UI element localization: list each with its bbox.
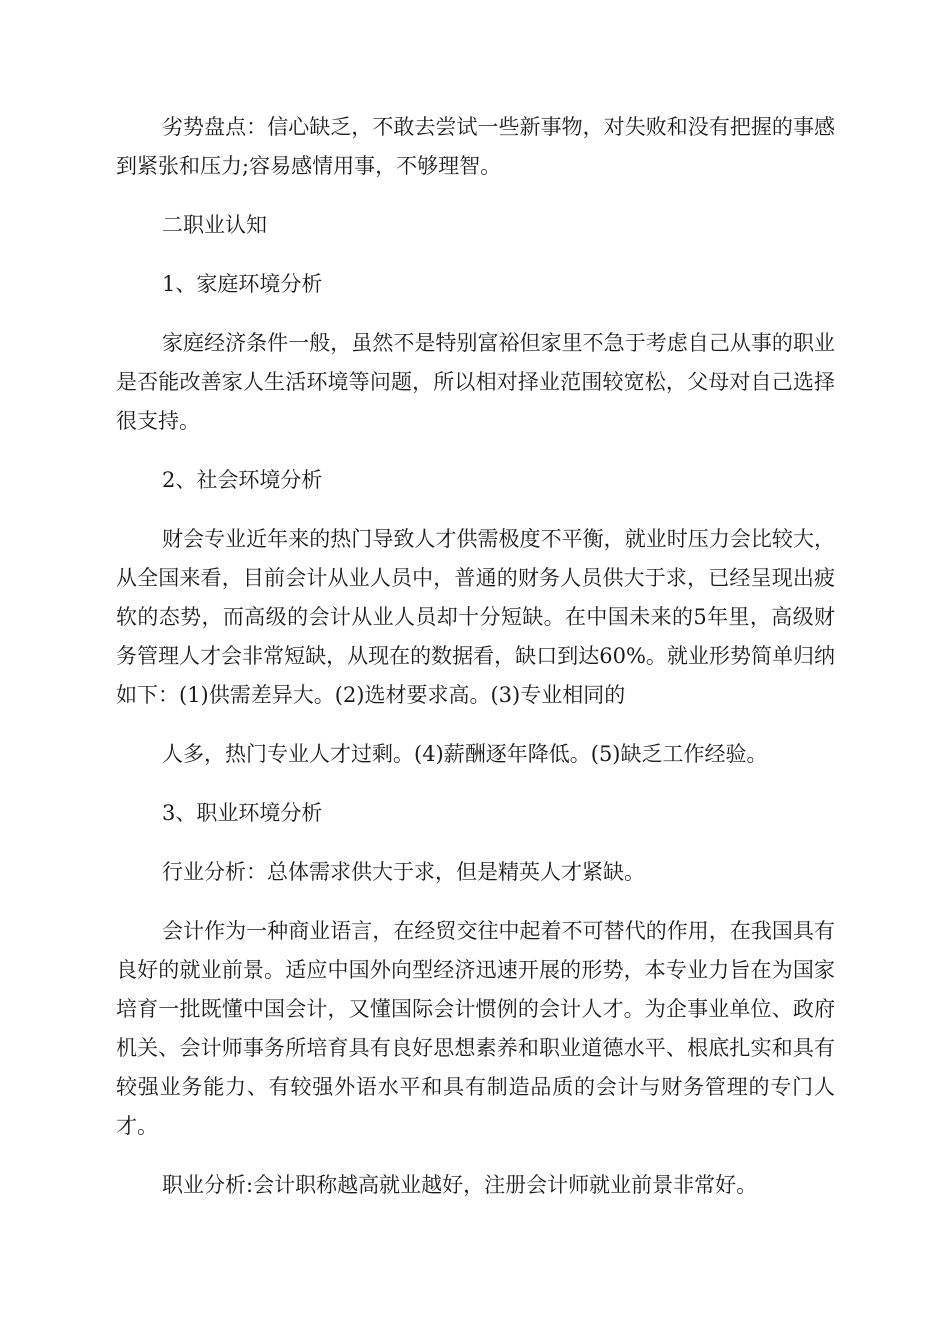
weakness-paragraph: 劣势盘点：信心缺乏，不敢去尝试一些新事物，对失败和没有把握的事感到紧张和压力;容易感情用事，不够理智。	[116, 115, 835, 178]
accounting-prospects-paragraph: 会计作为一种商业语言，在经贸交往中起着不可替代的作用，在我国具有良好的就业前景。适应中国外向型经济迅速开展的形势，本专业力旨在为国家培育一批既懂中国会计，又懂国际会计惯例的会计人才。为企事业单位、政府机关、会计师事务所培育具有良好思想素养和职业道德水平、根底扎实和具有较强业务能力、有较强外语水平和具有制造品质的会计与财务管理的专门人才。	[116, 919, 835, 1138]
section-heading-career-awareness: 二职业认知	[162, 213, 267, 237]
subheading-career-environment: 3、职业环境分析	[162, 801, 323, 825]
subheading-family-environment: 1、家庭环境分析	[162, 272, 323, 296]
document-body	[116, 108, 835, 1205]
social-environment-paragraph-continued: 人多，热门专业人才过剩。(4)薪酬逐年降低。(5)缺乏工作经验。	[162, 742, 768, 766]
career-analysis-paragraph: 职业分析:会计职称越高就业越好，注册会计师就业前景非常好。	[162, 1173, 758, 1197]
social-environment-paragraph: 财会专业近年来的热门导致人才供需极度不平衡，就业时压力会比较大，从全国来看，目前会计从业人员中，普通的财务人员供大于求，已经呈现出疲软的态势，而高级的会计从业人员却十分短缺。在中国未来的5年里，高级财务管理人才会非常短缺，从现在的数据看，缺口到达60%。就业形势简单归纳如下：(1)供需差异大。(2)选材要求高。(3)专业相同的	[116, 527, 835, 707]
industry-analysis-paragraph: 行业分析：总体需求供大于求，但是精英人才紧缺。	[162, 860, 645, 884]
subheading-social-environment: 2、社会环境分析	[162, 468, 323, 492]
family-environment-paragraph: 家庭经济条件一般，虽然不是特别富裕但家里不急于考虑自己从事的职业是否能改善家人生活环境等问题，所以相对择业范围较宽松，父母对自己选择很支持。	[116, 331, 835, 433]
